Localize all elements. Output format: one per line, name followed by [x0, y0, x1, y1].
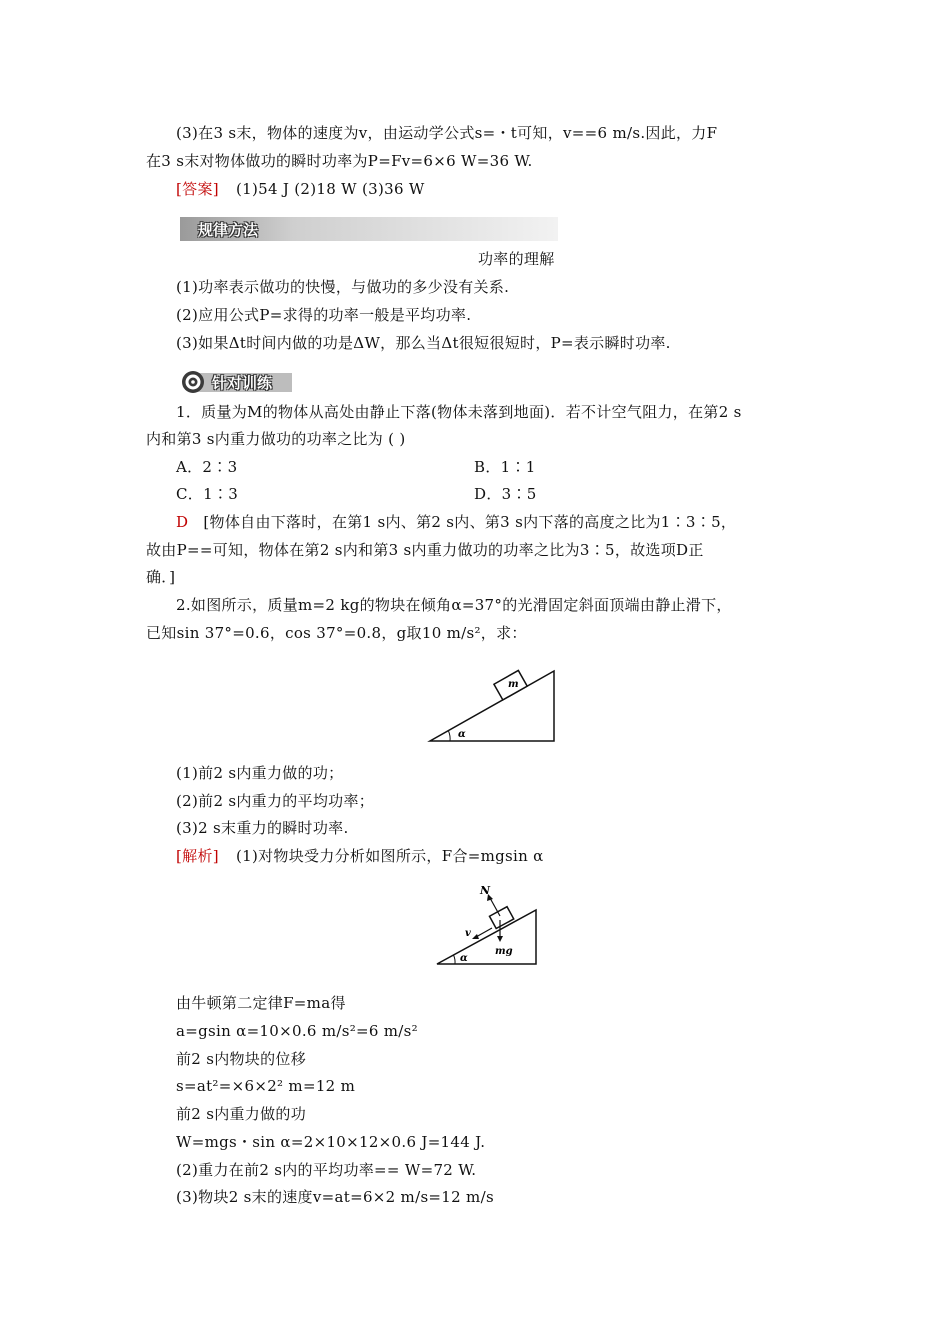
solution-text: 确．]	[146, 568, 176, 586]
option-a: A．2∶3	[176, 458, 238, 476]
method-banner	[180, 217, 558, 241]
question-2-text: 已知sin 37°=0.6，cos 37°=0.8，g取10 m/s²，求：	[146, 624, 527, 642]
option-d: D．3∶5	[474, 485, 537, 503]
method-item: (1)功率表示做功的快慢，与做功的多少没有关系.	[176, 278, 510, 296]
method-banner-label: 规律方法	[198, 221, 259, 239]
method-item: (2)应用公式P=求得的功率一般是平均功率.	[176, 306, 472, 324]
question-1-text: 1．质量为M的物体从高处由静止下落(物体未落到地面)．若不计空气阻力，在第2 s	[176, 403, 742, 421]
text-line: (3)在3 s末，物体的速度为v，由运动学公式s=・t可知，v==6 m/s.因此，力F	[176, 124, 718, 142]
work-line: (3)物块2 s末的速度v=at=6×2 m/s=12 m/s	[176, 1188, 494, 1206]
sub-question: (3)2 s末重力的瞬时功率.	[176, 819, 349, 837]
incline-figure	[425, 665, 560, 745]
work-line: 前2 s内重力做的功	[176, 1105, 307, 1123]
method-title: 功率的理解	[478, 250, 555, 268]
angle-arc	[454, 955, 456, 964]
training-banner-label: 针对训练	[212, 374, 273, 392]
analysis-line	[176, 846, 544, 866]
force-diagram	[432, 880, 544, 970]
sub-question: (2)前2 s内重力的平均功率；	[176, 792, 375, 810]
block-label: m	[508, 679, 519, 690]
question-1-text: 内和第3 s内重力做功的功率之比为 ( )	[146, 430, 406, 448]
work-line: a=gsin α=10×0.6 m/s²=6 m/s²	[176, 1022, 418, 1040]
question-2-text: 2.如图所示，质量m=2 kg的物块在倾角α=37°的光滑固定斜面顶端由静止滑下，	[176, 596, 732, 614]
method-item: (3)如果Δt时间内做的功是ΔW，那么当Δt很短很短时，P=表示瞬时功率.	[176, 334, 671, 352]
option-c: C．1∶3	[176, 485, 239, 503]
velocity-label: v	[465, 928, 471, 939]
option-b: B．1∶1	[474, 458, 536, 476]
incline-triangle	[437, 910, 536, 964]
sub-question: (1)前2 s内重力做的功；	[176, 764, 344, 782]
normal-force-label: N	[480, 884, 491, 897]
solution-text: 故由P==可知，物体在第2 s内和第3 s内重力做功的功率之比为3∶5，故选项D正	[146, 541, 704, 559]
work-line: s=at²=×6×2² m=12 m	[176, 1077, 356, 1095]
work-line: (2)重力在前2 s内的平均功率== W=72 W.	[176, 1161, 477, 1179]
incline-triangle	[430, 671, 554, 741]
work-line: 前2 s内物块的位移	[176, 1050, 307, 1068]
work-line: 由牛顿第二定律F=ma得	[176, 994, 346, 1012]
answer-letter: D	[176, 513, 189, 531]
velocity-arrowhead	[472, 934, 479, 939]
answer-tag: [答案]	[176, 180, 219, 198]
analysis-tag: [解析]	[176, 847, 219, 865]
analysis-text: (1)对物块受力分析如图所示，F合=mgsin α	[235, 847, 544, 865]
work-line: W=mgs・sin α=2×10×12×0.6 J=144 J.	[176, 1133, 486, 1151]
weight-arrowhead	[497, 936, 503, 942]
text-line: 在3 s末对物体做功的瞬时功率为P=Fv=6×6 W=36 W.	[146, 152, 533, 170]
angle-label: α	[460, 953, 468, 964]
solution-text: [物体自由下落时，在第1 s内、第2 s内、第3 s内下落的高度之比为1∶3∶5，	[203, 513, 737, 531]
weight-label: mg	[495, 946, 513, 957]
solution-line	[176, 512, 736, 532]
block-shape	[489, 907, 513, 929]
angle-label: α	[458, 729, 466, 740]
answer-line	[176, 179, 425, 199]
training-banner	[180, 370, 295, 394]
angle-arc	[449, 731, 451, 741]
answer-text: (1)54 J (2)18 W (3)36 W	[235, 180, 425, 198]
